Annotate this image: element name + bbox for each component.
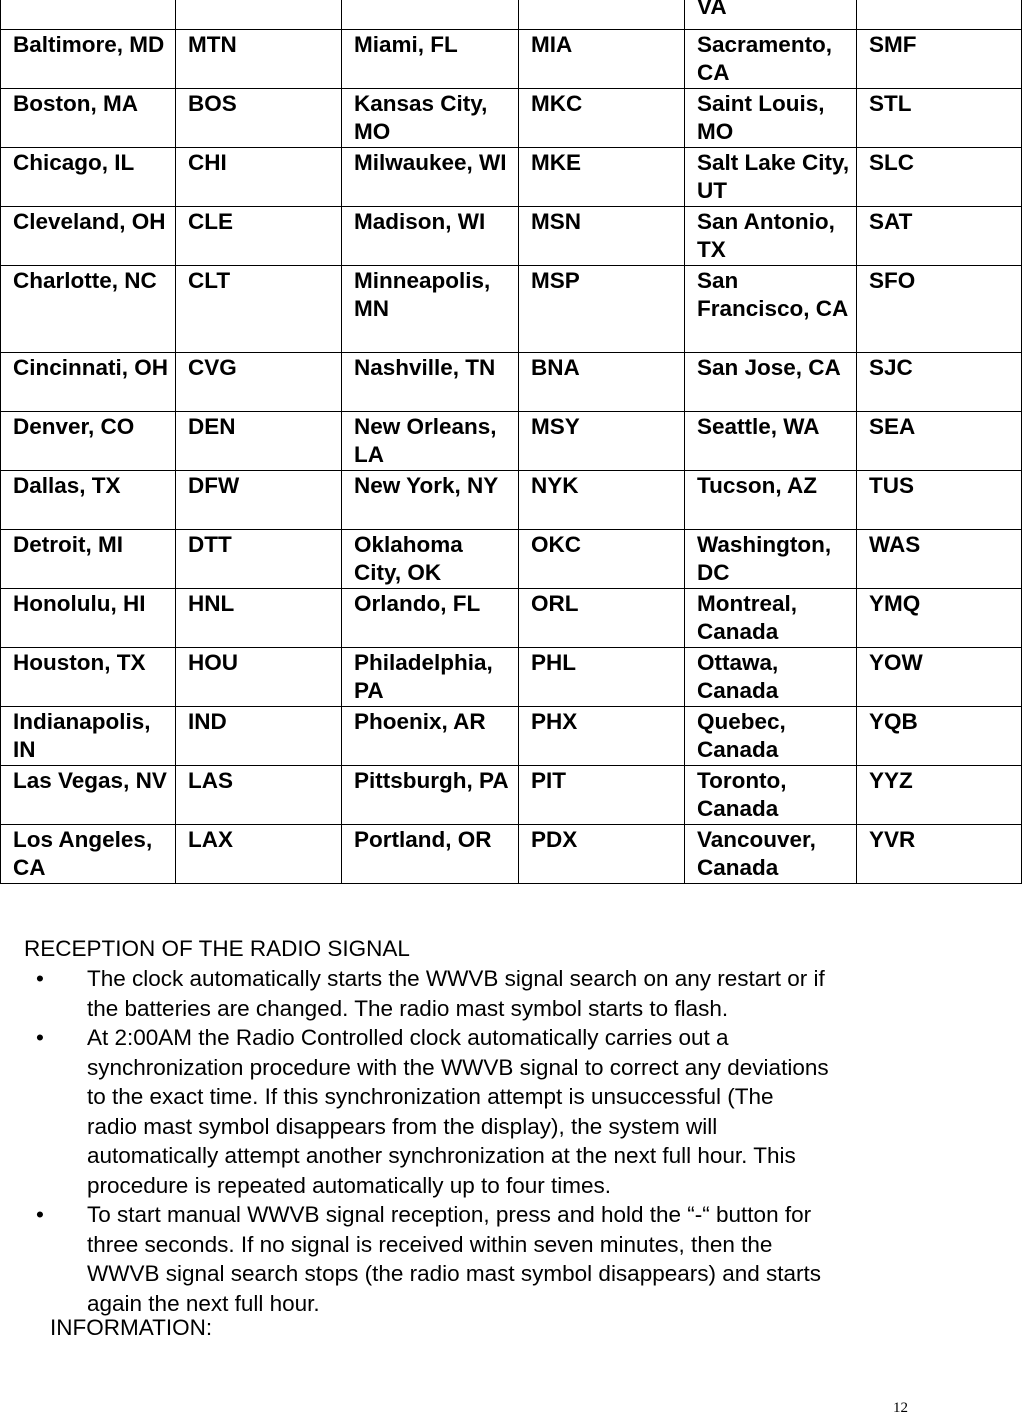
table-cell: BNA — [519, 353, 685, 412]
table-cell: LAS — [176, 766, 342, 825]
table-cell: MIA — [519, 30, 685, 89]
table-cell: Las Vegas, NV — [1, 766, 176, 825]
bullet-list — [0, 964, 927, 1318]
bullet-text-line: the batteries are changed. The radio mast symbol starts to flash. — [87, 995, 729, 1021]
table-cell: YVR — [857, 825, 1022, 884]
table-cell: SLC — [857, 148, 1022, 207]
bullet-text-line: three seconds. If no signal is received within seven minutes, then the — [87, 1231, 773, 1257]
table-cell — [342, 0, 519, 30]
table-row — [1, 207, 1022, 266]
table-cell: Salt Lake City, UT — [685, 148, 857, 207]
table-cell: Dallas, TX — [1, 471, 176, 530]
table-cell: OKC — [519, 530, 685, 589]
table-cell: Boston, MA — [1, 89, 176, 148]
table-cell: Charlotte, NC — [1, 266, 176, 353]
table-row — [1, 471, 1022, 530]
table-row — [1, 266, 1022, 353]
bullet-text-line: To start manual WWVB signal reception, press and hold the “-“ button for — [87, 1202, 812, 1227]
bullet-text-line: procedure is repeated automatically up to four times. — [87, 1172, 612, 1198]
table-row — [1, 148, 1022, 207]
table-row — [1, 30, 1022, 89]
table-cell: PHX — [519, 707, 685, 766]
table-cell: YMQ — [857, 589, 1022, 648]
bullet-text-line: to the exact time. If this synchronization attempt is unsuccessful (The — [87, 1084, 774, 1109]
table-row — [1, 353, 1022, 412]
table-cell: Cleveland, OH — [1, 207, 176, 266]
table-cell: Denver, CO — [1, 412, 176, 471]
table-cell: SEA — [857, 412, 1022, 471]
bullet-icon: • — [36, 1025, 44, 1050]
table-cell: Tucson, AZ — [685, 471, 857, 530]
table-cell: CHI — [176, 148, 342, 207]
table-cell — [519, 0, 685, 30]
table-cell: DEN — [176, 412, 342, 471]
bullet-icon: • — [36, 1202, 44, 1227]
table-cell: San Francisco, CA — [685, 266, 857, 353]
table-cell: San Jose, CA — [685, 353, 857, 412]
table-cell: STL — [857, 89, 1022, 148]
table-cell: PDX — [519, 825, 685, 884]
table-row — [1, 707, 1022, 766]
bullet-icon: • — [36, 966, 44, 991]
table-cell: New Orleans, LA — [342, 412, 519, 471]
table-cell: BOS — [176, 89, 342, 148]
table-cell: Chicago, IL — [1, 148, 176, 207]
table-cell: Seattle, WA — [685, 412, 857, 471]
table-cell: HOU — [176, 648, 342, 707]
bullet-text-line: again the next full hour. — [87, 1290, 320, 1316]
table-cell: SFO — [857, 266, 1022, 353]
table-cell: YOW — [857, 648, 1022, 707]
bullet-text-line: WWVB signal search stops (the radio mast symbol disappears) and starts — [87, 1261, 822, 1286]
table-cell: MSN — [519, 207, 685, 266]
table-cell: Pittsburgh, PA — [342, 766, 519, 825]
bullet-text-line: The clock automatically starts the WWVB signal search on any restart or if — [87, 966, 825, 991]
table-row — [1, 589, 1022, 648]
table-cell: Baltimore, MD — [1, 30, 176, 89]
table-cell: New York, NY — [342, 471, 519, 530]
table-cell: Washington, DC — [685, 530, 857, 589]
table-cell — [176, 0, 342, 30]
table-cell: Toronto, Canada — [685, 766, 857, 825]
table-cell: LAX — [176, 825, 342, 884]
table-cell: Saint Louis, MO — [685, 89, 857, 148]
table-cell: IND — [176, 707, 342, 766]
section-heading: RECEPTION OF THE RADIO SIGNAL — [24, 936, 410, 961]
table-cell: Indianapolis, IN — [1, 707, 176, 766]
table-cell: Philadelphia, PA — [342, 648, 519, 707]
bullet-text-line: synchronization procedure with the WWVB signal to correct any deviations — [87, 1054, 829, 1080]
table-cell: Houston, TX — [1, 648, 176, 707]
table-cell: Madison, WI — [342, 207, 519, 266]
table-cell: MTN — [176, 30, 342, 89]
table-cell: DFW — [176, 471, 342, 530]
table-row — [1, 648, 1022, 707]
table-cell: MSP — [519, 266, 685, 353]
table-cell: Sacramento, CA — [685, 30, 857, 89]
table-cell: Nashville, TN — [342, 353, 519, 412]
table-cell: Kansas City, MO — [342, 89, 519, 148]
table-cell: CLE — [176, 207, 342, 266]
table-cell: SMF — [857, 30, 1022, 89]
table-cell: ORL — [519, 589, 685, 648]
table-cell: YYZ — [857, 766, 1022, 825]
table-cell: Vancouver, Canada — [685, 825, 857, 884]
table-cell: CVG — [176, 353, 342, 412]
table-cell: Detroit, MI — [1, 530, 176, 589]
table-cell: HNL — [176, 589, 342, 648]
list-item — [0, 964, 927, 1023]
table-cell: Cincinnati, OH — [1, 353, 176, 412]
table-cell: Ottawa, Canada — [685, 648, 857, 707]
table-cell: Montreal, Canada — [685, 589, 857, 648]
table-cell: Milwaukee, WI — [342, 148, 519, 207]
table-cell: PHL — [519, 648, 685, 707]
table-cell: VA — [685, 0, 857, 30]
information-label: INFORMATION: — [50, 1315, 213, 1340]
table-cell: Orlando, FL — [342, 589, 519, 648]
table-cell: Portland, OR — [342, 825, 519, 884]
bullet-text-line: radio mast symbol disappears from the display), the system will — [87, 1113, 718, 1139]
table-row — [1, 766, 1022, 825]
table-cell: TUS — [857, 471, 1022, 530]
table-cell — [857, 0, 1022, 30]
table-cell — [1, 0, 176, 30]
table-cell: MKC — [519, 89, 685, 148]
table-cell: Honolulu, HI — [1, 589, 176, 648]
table-cell: MSY — [519, 412, 685, 471]
table-cell: DTT — [176, 530, 342, 589]
table-cell: Minneapolis, MN — [342, 266, 519, 353]
table-cell: Los Angeles, CA — [1, 825, 176, 884]
table-cell: YQB — [857, 707, 1022, 766]
bullet-text-line: At 2:00AM the Radio Controlled clock automatically carries out a — [87, 1025, 729, 1050]
table-row — [1, 412, 1022, 471]
table-cell: San Antonio, TX — [685, 207, 857, 266]
city-code-table-body — [1, 0, 1022, 884]
table-row — [1, 0, 1022, 30]
table-row — [1, 89, 1022, 148]
table-row — [1, 825, 1022, 884]
table-cell: WAS — [857, 530, 1022, 589]
table-cell: CLT — [176, 266, 342, 353]
bullet-text-line: automatically attempt another synchronization at the next full hour. This — [87, 1143, 796, 1168]
page-number: 12 — [893, 1400, 908, 1416]
table-cell: Phoenix, AR — [342, 707, 519, 766]
table-row — [1, 530, 1022, 589]
list-item — [0, 1023, 927, 1200]
list-item — [0, 1200, 927, 1318]
table-cell: NYK — [519, 471, 685, 530]
table-cell: SJC — [857, 353, 1022, 412]
table-cell: Oklahoma City, OK — [342, 530, 519, 589]
table-cell: MKE — [519, 148, 685, 207]
table-cell: Quebec, Canada — [685, 707, 857, 766]
table-cell: SAT — [857, 207, 1022, 266]
table-cell: Miami, FL — [342, 30, 519, 89]
table-cell: PIT — [519, 766, 685, 825]
